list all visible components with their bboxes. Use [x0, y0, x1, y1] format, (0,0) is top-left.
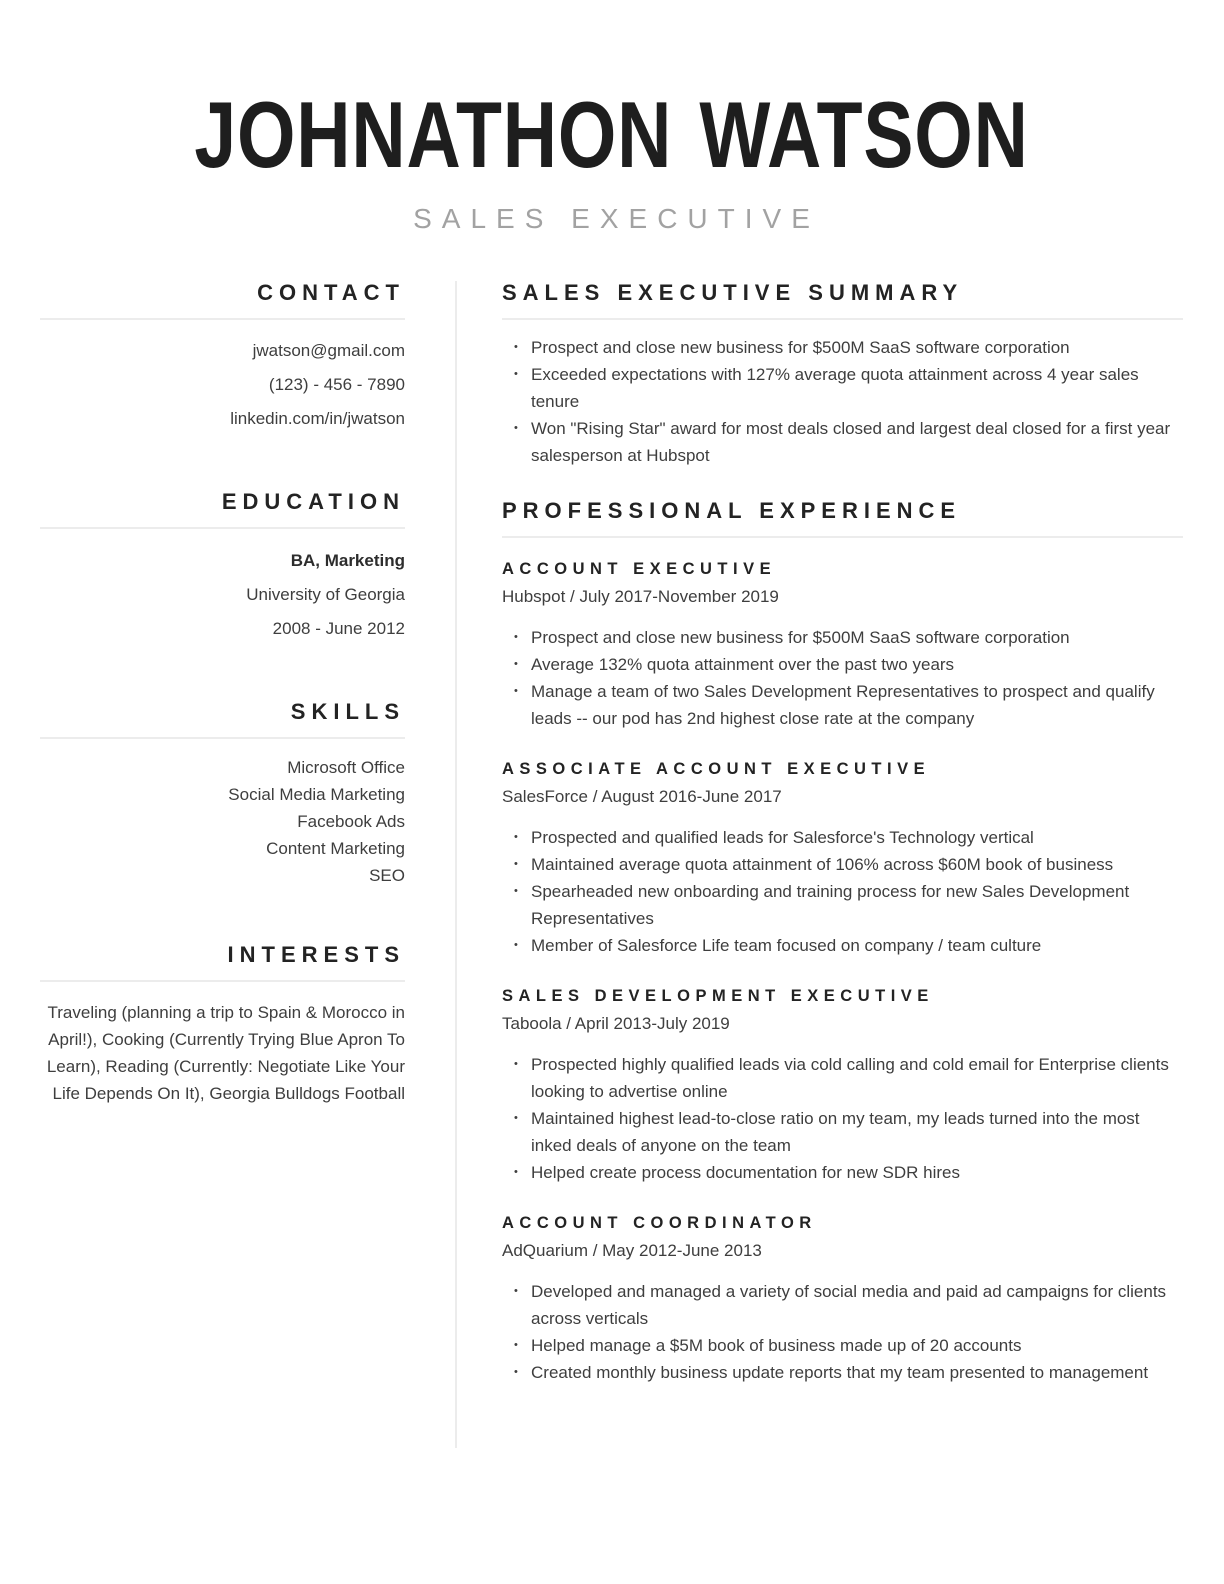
contact-heading: CONTACT [40, 281, 405, 320]
skill-item: Social Media Marketing [228, 785, 405, 804]
candidate-name [154, 82, 1068, 187]
summary-bullet: • Won "Rising Star" award for most deals closed and largest deal closed for a first year salesperson at Hubspot [502, 415, 1183, 469]
skill-item: Content Marketing [266, 839, 405, 858]
summary-bullet-list [502, 334, 1183, 469]
contact-linkedin: linkedin.com/in/jwatson [230, 409, 405, 428]
job-bullet-list [502, 1051, 1183, 1186]
job-bullet: • Prospect and close new business for $500M SaaS software corporation [502, 624, 1183, 651]
job-entry-associate-account-executive [502, 758, 1183, 959]
contact-list [40, 334, 405, 436]
candidate-first-name: JOHNATHON [194, 82, 673, 187]
job-company-dates: Hubspot / July 2017-November 2019 [502, 587, 779, 606]
job-title: ACCOUNT COORDINATOR [502, 1214, 817, 1232]
job-company-dates: AdQuarium / May 2012-June 2013 [502, 1241, 762, 1260]
skills-list [40, 754, 405, 889]
job-title: ACCOUNT EXECUTIVE [502, 560, 777, 578]
education-degree: BA, Marketing [290, 551, 405, 570]
skill-item: Facebook Ads [297, 812, 405, 831]
job-bullet-list [502, 1278, 1183, 1386]
job-title: ASSOCIATE ACCOUNT EXECUTIVE [502, 760, 931, 778]
interests-heading: INTERESTS [40, 943, 405, 982]
summary-bullet: • Prospect and close new business for $500M SaaS software corporation [502, 334, 1183, 361]
education-section [40, 490, 405, 646]
job-bullet: • Developed and managed a variety of social media and paid ad campaigns for clients across verticals [502, 1278, 1183, 1332]
contact-email: jwatson@gmail.com [252, 341, 405, 360]
candidate-job-title: SALES EXECUTIVE [413, 203, 820, 234]
job-company-dates: SalesForce / August 2016-June 2017 [502, 787, 782, 806]
skills-heading: SKILLS [40, 700, 405, 739]
job-bullet: • Helped create process documentation for new SDR hires [502, 1159, 1183, 1186]
interests-section [40, 943, 405, 1107]
education-heading: EDUCATION [40, 490, 405, 529]
summary-bullet: • Exceeded expectations with 127% average quota attainment across 4 year sales tenure [502, 361, 1183, 415]
job-bullet: • Created monthly business update reports that my team presented to management [502, 1359, 1183, 1386]
skills-section [40, 700, 405, 889]
summary-section [502, 281, 1183, 469]
candidate-last-name: WATSON [699, 82, 1029, 187]
experience-section [502, 499, 1183, 1386]
resume-header [40, 82, 1183, 235]
job-company-dates: Taboola / April 2013-July 2019 [502, 1014, 730, 1033]
experience-heading: PROFESSIONAL EXPERIENCE [502, 499, 1183, 538]
contact-phone: (123) - 456 - 7890 [268, 375, 405, 394]
contact-section [40, 281, 405, 436]
resume-columns [40, 281, 1183, 1448]
education-school: University of Georgia [246, 585, 405, 604]
job-bullet: • Maintained highest lead-to-close ratio on my team, my leads turned into the most inked deals of anyone on the team [502, 1105, 1183, 1159]
job-bullet-list [502, 624, 1183, 732]
job-bullet: • Helped manage a $5M book of business made up of 20 accounts [502, 1332, 1183, 1359]
job-entry-account-coordinator [502, 1212, 1183, 1386]
education-entry [40, 544, 405, 646]
main-content [457, 281, 1183, 1448]
job-entry-sales-development-executive [502, 985, 1183, 1186]
education-dates: 2008 - June 2012 [272, 619, 405, 638]
job-bullet: • Average 132% quota attainment over the past two years [502, 651, 1183, 678]
skill-item: SEO [369, 866, 405, 885]
job-bullet: • Spearheaded new onboarding and training process for new Sales Development Representatives [502, 878, 1183, 932]
skill-item: Microsoft Office [287, 758, 405, 777]
summary-heading: SALES EXECUTIVE SUMMARY [502, 281, 1183, 320]
interests-text: Traveling (planning a trip to Spain & Morocco in April!), Cooking (Currently Trying Blue Apron To Learn), Reading (Currently: Negotiate Like Your Life Depends On It), Georgia Bulldogs Football [46, 1003, 405, 1103]
job-title: SALES DEVELOPMENT EXECUTIVE [502, 987, 934, 1005]
job-bullet: • Prospected and qualified leads for Salesforce's Technology vertical [502, 824, 1183, 851]
job-bullet-list [502, 824, 1183, 959]
job-bullet: • Manage a team of two Sales Development Representatives to prospect and qualify leads -- our pod has 2nd highest close rate at the company [502, 678, 1183, 732]
sidebar [40, 281, 405, 1448]
job-bullet: • Member of Salesforce Life team focused on company / team culture [502, 932, 1183, 959]
job-bullet: • Maintained average quota attainment of 106% across $60M book of business [502, 851, 1183, 878]
job-bullet: • Prospected highly qualified leads via cold calling and cold email for Enterprise clients looking to advertise online [502, 1051, 1183, 1105]
job-entry-account-executive [502, 558, 1183, 732]
